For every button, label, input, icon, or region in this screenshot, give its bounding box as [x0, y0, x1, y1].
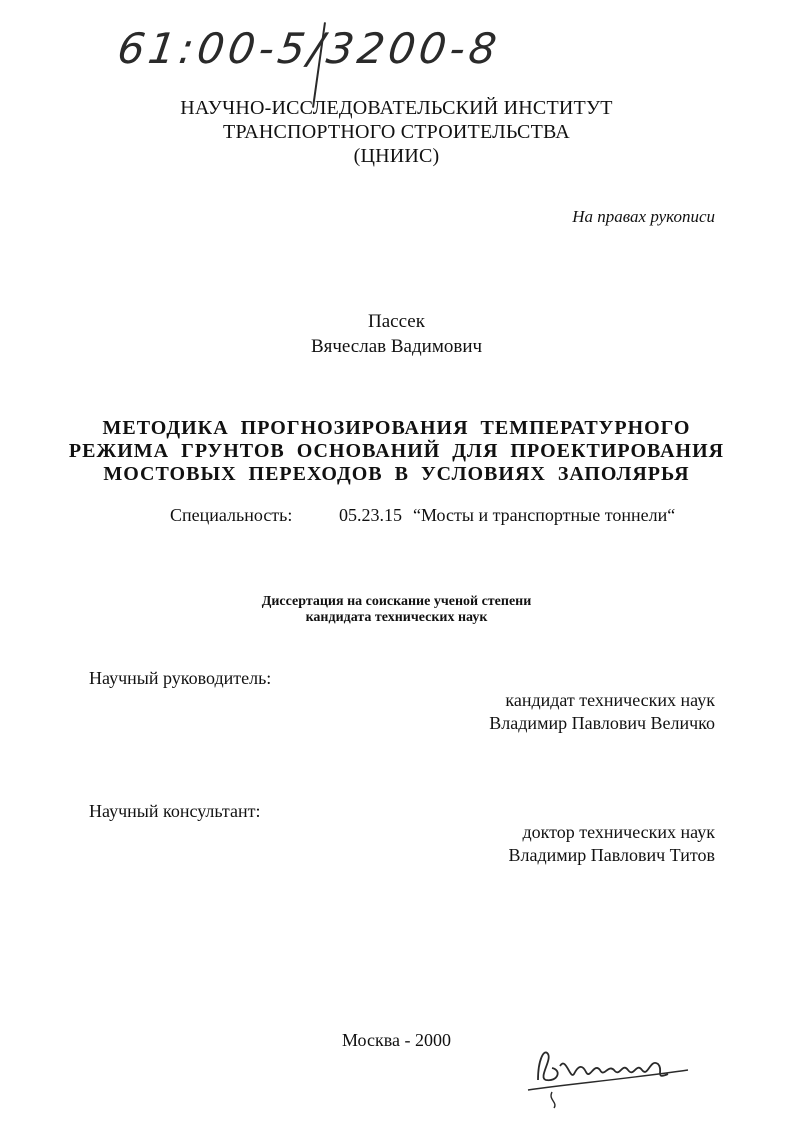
- institute-name-line-2: ТРАНСПОРТНОГО СТРОИТЕЛЬСТВА: [223, 121, 570, 143]
- supervisor-name: Владимир Павлович Величко: [489, 713, 715, 733]
- specialty-code: 05.23.15: [339, 505, 402, 525]
- institute-abbreviation: (ЦНИИС): [353, 145, 440, 167]
- thesis-title-line-2: РЕЖИМА ГРУНТОВ ОСНОВАНИЙ ДЛЯ ПРОЕКТИРОВАНИЯ: [68, 440, 725, 462]
- consultant-name: Владимир Павлович Титов: [508, 845, 715, 865]
- consultant-degree: доктор технических наук: [522, 822, 715, 842]
- dissertation-degree-line-2: кандидата технических наук: [305, 610, 488, 625]
- institute-name-line-1: НАУЧНО-ИССЛЕДОВАТЕЛЬСКИЙ ИНСТИТУТ: [180, 97, 613, 119]
- thesis-title-line-1: МЕТОДИКА ПРОГНОЗИРОВАНИЯ ТЕМПЕРАТУРНОГО: [102, 417, 691, 439]
- manuscript-rights-note: На правах рукописи: [572, 207, 715, 226]
- supervisor-role-label: Научный руководитель:: [89, 668, 272, 688]
- specialty-label: Специальность:: [170, 505, 293, 525]
- handwritten-archive-code: 61:00-5/3200-8: [114, 24, 504, 73]
- author-surname: Пассек: [368, 311, 425, 332]
- author-signature: [508, 1040, 698, 1110]
- dissertation-degree-line-1: Диссертация на соискание ученой степени: [261, 594, 532, 609]
- city-and-year: Москва - 2000: [342, 1030, 451, 1050]
- specialty-name: “Мосты и транспортные тоннели“: [413, 505, 676, 525]
- consultant-role-label: Научный консультант:: [89, 801, 261, 821]
- author-given-name: Вячеслав Вадимович: [310, 336, 483, 357]
- thesis-title-line-3: МОСТОВЫХ ПЕРЕХОДОВ В УСЛОВИЯХ ЗАПОЛЯРЬЯ: [103, 463, 690, 485]
- supervisor-degree: кандидат технических наук: [505, 690, 715, 710]
